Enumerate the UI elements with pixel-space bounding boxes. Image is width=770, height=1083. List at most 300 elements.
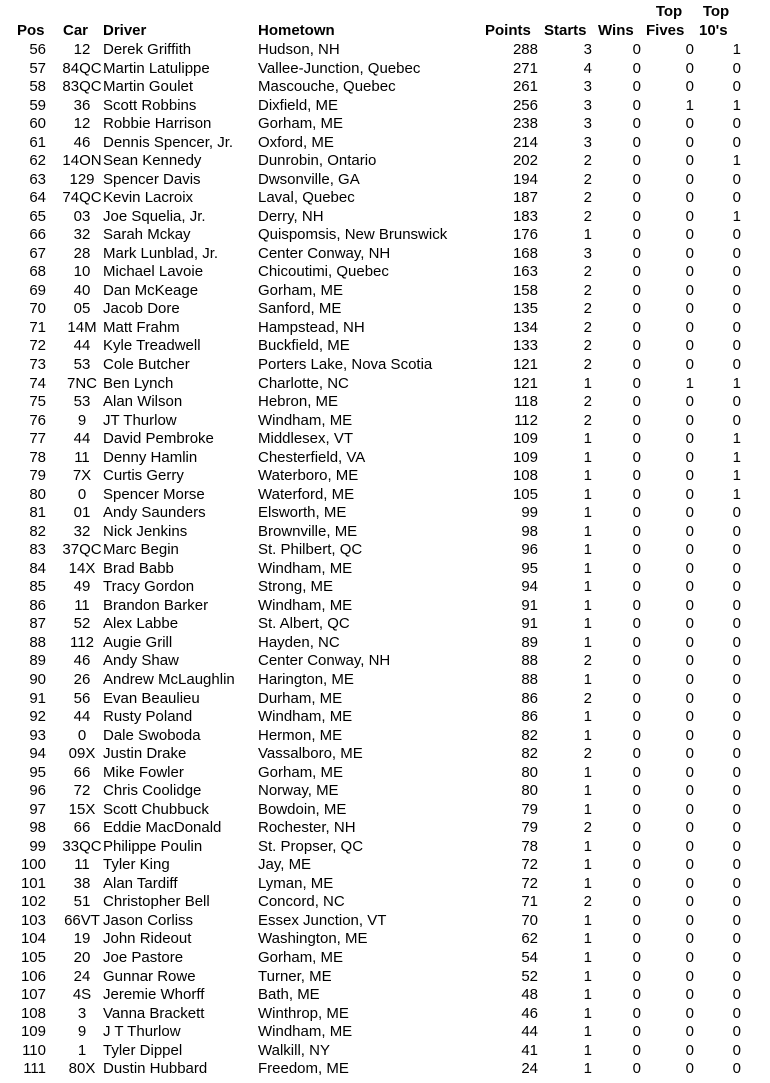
header-starts: Starts bbox=[544, 22, 587, 39]
cell-top-tens: 0 bbox=[732, 708, 741, 726]
cell-driver: Andy Saunders bbox=[103, 504, 206, 522]
cell-top-tens: 0 bbox=[732, 281, 741, 299]
cell-starts: 1 bbox=[583, 911, 592, 929]
cell-top-fives: 0 bbox=[685, 652, 694, 670]
cell-hometown: Washington, ME bbox=[258, 930, 368, 948]
cell-pos: 93 bbox=[29, 726, 46, 744]
cell-points: 238 bbox=[512, 115, 538, 133]
cell-starts: 1 bbox=[583, 782, 592, 800]
cell-driver: Dennis Spencer, Jr. bbox=[103, 133, 234, 151]
cell-driver: Mark Lunblad, Jr. bbox=[103, 244, 219, 262]
cell-top-fives: 0 bbox=[685, 504, 694, 522]
cell-car: 44 bbox=[73, 337, 91, 355]
cell-points: 112 bbox=[514, 411, 538, 429]
cell-car: 24 bbox=[73, 967, 91, 985]
table-row bbox=[0, 152, 770, 171]
cell-starts: 2 bbox=[583, 337, 592, 355]
cell-starts: 2 bbox=[583, 411, 592, 429]
cell-points: 261 bbox=[512, 78, 538, 96]
cell-hometown: Windham, ME bbox=[258, 1023, 353, 1041]
cell-pos: 99 bbox=[29, 837, 46, 855]
table-row bbox=[0, 41, 770, 60]
cell-car: 33QC bbox=[62, 837, 102, 855]
cell-starts: 1 bbox=[583, 1060, 592, 1078]
cell-wins: 0 bbox=[632, 800, 641, 818]
cell-hometown: Turner, ME bbox=[258, 967, 332, 985]
cell-car: 3 bbox=[77, 1004, 87, 1022]
cell-top-tens: 0 bbox=[732, 522, 741, 540]
cell-wins: 0 bbox=[632, 578, 641, 596]
cell-car: 15X bbox=[68, 800, 96, 818]
cell-pos: 68 bbox=[29, 263, 46, 281]
cell-points: 105 bbox=[512, 485, 538, 503]
cell-hometown: St. Propser, QC bbox=[258, 837, 364, 855]
cell-pos: 65 bbox=[29, 207, 46, 225]
cell-starts: 2 bbox=[583, 263, 592, 281]
cell-hometown: Hudson, NH bbox=[258, 41, 340, 58]
cell-top-fives: 0 bbox=[685, 1023, 694, 1041]
cell-car: 14X bbox=[68, 559, 96, 577]
cell-hometown: Center Conway, NH bbox=[258, 652, 391, 670]
cell-wins: 0 bbox=[632, 948, 641, 966]
table-row bbox=[0, 597, 770, 616]
cell-wins: 0 bbox=[632, 745, 641, 763]
cell-driver: Robbie Harrison bbox=[103, 115, 212, 133]
cell-driver: Ben Lynch bbox=[103, 374, 174, 392]
cell-driver: Dustin Hubbard bbox=[103, 1060, 208, 1078]
cell-pos: 88 bbox=[29, 633, 46, 651]
cell-hometown: Gorham, ME bbox=[258, 115, 344, 133]
cell-top-fives: 0 bbox=[685, 318, 694, 336]
table-row bbox=[0, 1042, 770, 1061]
table-row bbox=[0, 115, 770, 134]
cell-pos: 90 bbox=[29, 671, 46, 689]
cell-car: 03 bbox=[73, 207, 91, 225]
cell-pos: 66 bbox=[29, 226, 46, 244]
cell-top-fives: 0 bbox=[685, 467, 694, 485]
cell-pos: 58 bbox=[29, 78, 46, 96]
cell-pos: 101 bbox=[20, 874, 46, 892]
table-row bbox=[0, 671, 770, 690]
cell-top-fives: 0 bbox=[685, 763, 694, 781]
cell-hometown: Gorham, ME bbox=[258, 948, 344, 966]
cell-hometown: Lyman, ME bbox=[258, 874, 334, 892]
cell-car: 40 bbox=[73, 281, 91, 299]
cell-pos: 69 bbox=[29, 281, 46, 299]
cell-top-fives: 0 bbox=[685, 170, 694, 188]
cell-top-tens: 0 bbox=[732, 726, 741, 744]
cell-pos: 57 bbox=[29, 59, 46, 77]
cell-top-fives: 0 bbox=[685, 819, 694, 837]
cell-wins: 0 bbox=[632, 263, 641, 281]
table-row bbox=[0, 819, 770, 838]
cell-top-tens: 0 bbox=[732, 133, 741, 151]
cell-pos: 63 bbox=[29, 170, 46, 188]
cell-top-tens: 0 bbox=[732, 559, 741, 577]
cell-top-fives: 0 bbox=[685, 281, 694, 299]
table-row bbox=[0, 949, 770, 968]
cell-car: 32 bbox=[73, 226, 91, 244]
cell-pos: 76 bbox=[29, 411, 46, 429]
cell-wins: 0 bbox=[632, 78, 641, 96]
cell-driver: Chris Coolidge bbox=[103, 782, 202, 800]
cell-points: 86 bbox=[521, 708, 538, 726]
table-row bbox=[0, 337, 770, 356]
table-row bbox=[0, 764, 770, 783]
cell-points: 187 bbox=[512, 189, 538, 207]
cell-pos: 80 bbox=[29, 485, 46, 503]
table-row bbox=[0, 226, 770, 245]
cell-top-tens: 1 bbox=[732, 207, 741, 225]
cell-points: 52 bbox=[521, 967, 538, 985]
cell-top-tens: 0 bbox=[732, 115, 741, 133]
cell-pos: 102 bbox=[20, 893, 46, 911]
header-points: Points bbox=[485, 22, 531, 39]
cell-wins: 0 bbox=[632, 226, 641, 244]
cell-driver: Alan Wilson bbox=[103, 393, 183, 411]
cell-points: 158 bbox=[512, 281, 538, 299]
header-top-fives-line2: Fives bbox=[646, 22, 685, 39]
cell-car: 1 bbox=[77, 1041, 87, 1059]
cell-top-tens: 0 bbox=[732, 911, 741, 929]
cell-points: 88 bbox=[521, 671, 538, 689]
cell-top-fives: 0 bbox=[685, 1004, 694, 1022]
cell-pos: 75 bbox=[29, 393, 46, 411]
cell-starts: 1 bbox=[583, 726, 592, 744]
cell-hometown: Walkill, NY bbox=[258, 1041, 330, 1059]
cell-top-fives: 0 bbox=[685, 152, 694, 170]
cell-wins: 0 bbox=[632, 689, 641, 707]
cell-pos: 98 bbox=[29, 819, 46, 837]
cell-top-fives: 0 bbox=[685, 967, 694, 985]
cell-pos: 64 bbox=[29, 189, 46, 207]
cell-top-fives: 0 bbox=[685, 226, 694, 244]
cell-points: 78 bbox=[521, 837, 538, 855]
cell-pos: 96 bbox=[29, 782, 46, 800]
cell-car: 9 bbox=[77, 411, 87, 429]
cell-driver: JT Thurlow bbox=[103, 411, 177, 429]
cell-top-fives: 0 bbox=[685, 337, 694, 355]
cell-hometown: Elsworth, ME bbox=[258, 504, 347, 522]
cell-driver: Rusty Poland bbox=[103, 708, 193, 726]
cell-driver: Kevin Lacroix bbox=[103, 189, 194, 207]
cell-pos: 92 bbox=[29, 708, 46, 726]
cell-hometown: St. Philbert, QC bbox=[258, 541, 363, 559]
cell-top-tens: 0 bbox=[732, 874, 741, 892]
table-row bbox=[0, 893, 770, 912]
cell-top-tens: 0 bbox=[732, 819, 741, 837]
cell-points: 91 bbox=[521, 596, 538, 614]
cell-driver: Justin Drake bbox=[103, 745, 187, 763]
cell-hometown: Jay, ME bbox=[258, 856, 312, 874]
cell-top-fives: 0 bbox=[685, 522, 694, 540]
table-row bbox=[0, 356, 770, 375]
cell-hometown: Center Conway, NH bbox=[258, 244, 391, 262]
cell-driver: Spencer Davis bbox=[103, 170, 201, 188]
cell-driver: Alan Tardiff bbox=[103, 874, 178, 892]
cell-pos: 89 bbox=[29, 652, 46, 670]
cell-driver: David Pembroke bbox=[103, 430, 214, 448]
cell-points: 109 bbox=[512, 448, 538, 466]
cell-hometown: Derry, NH bbox=[258, 207, 324, 225]
cell-wins: 0 bbox=[632, 485, 641, 503]
cell-driver: Andrew McLaughlin bbox=[103, 671, 235, 689]
table-row bbox=[0, 134, 770, 153]
cell-top-tens: 1 bbox=[732, 485, 741, 503]
cell-starts: 1 bbox=[583, 633, 592, 651]
cell-car: 53 bbox=[73, 356, 91, 373]
cell-hometown: Waterboro, ME bbox=[258, 467, 359, 485]
cell-top-tens: 0 bbox=[732, 930, 741, 948]
cell-wins: 0 bbox=[632, 1004, 641, 1022]
table-row bbox=[0, 1060, 770, 1079]
cell-points: 176 bbox=[512, 226, 538, 244]
cell-top-tens: 0 bbox=[732, 782, 741, 800]
cell-car: 72 bbox=[73, 782, 91, 800]
cell-wins: 0 bbox=[632, 671, 641, 689]
cell-top-fives: 0 bbox=[685, 41, 694, 58]
cell-car: 80X bbox=[68, 1060, 96, 1078]
cell-pos: 71 bbox=[29, 318, 46, 336]
cell-top-tens: 0 bbox=[732, 263, 741, 281]
table-row bbox=[0, 189, 770, 208]
cell-points: 288 bbox=[512, 41, 538, 58]
cell-starts: 2 bbox=[583, 393, 592, 411]
cell-wins: 0 bbox=[632, 337, 641, 355]
cell-driver: Denny Hamlin bbox=[103, 448, 198, 466]
cell-top-fives: 0 bbox=[685, 986, 694, 1004]
cell-driver: Michael Lavoie bbox=[103, 263, 204, 281]
cell-hometown: Harington, ME bbox=[258, 671, 354, 689]
table-row bbox=[0, 486, 770, 505]
cell-driver: Sarah Mckay bbox=[103, 226, 191, 244]
cell-points: 108 bbox=[512, 467, 538, 485]
cell-starts: 1 bbox=[583, 485, 592, 503]
cell-top-tens: 0 bbox=[732, 356, 741, 373]
table-row bbox=[0, 930, 770, 949]
cell-pos: 73 bbox=[29, 356, 46, 373]
cell-points: 72 bbox=[521, 874, 538, 892]
cell-points: 134 bbox=[512, 318, 538, 336]
cell-starts: 1 bbox=[583, 986, 592, 1004]
cell-top-fives: 0 bbox=[685, 207, 694, 225]
cell-pos: 110 bbox=[22, 1041, 46, 1059]
table-row bbox=[0, 690, 770, 709]
cell-starts: 3 bbox=[583, 115, 592, 133]
cell-top-tens: 1 bbox=[732, 374, 741, 392]
cell-wins: 0 bbox=[632, 411, 641, 429]
cell-starts: 1 bbox=[583, 763, 592, 781]
cell-hometown: Porters Lake, Nova Scotia bbox=[258, 356, 433, 373]
cell-starts: 2 bbox=[583, 689, 592, 707]
cell-hometown: Gorham, ME bbox=[258, 281, 344, 299]
header-driver: Driver bbox=[103, 22, 147, 39]
cell-top-tens: 0 bbox=[732, 337, 741, 355]
table-row bbox=[0, 319, 770, 338]
cell-wins: 0 bbox=[632, 1041, 641, 1059]
cell-starts: 1 bbox=[583, 1004, 592, 1022]
cell-starts: 3 bbox=[583, 133, 592, 151]
cell-pos: 67 bbox=[29, 244, 46, 262]
cell-wins: 0 bbox=[632, 59, 641, 77]
table-row bbox=[0, 60, 770, 79]
cell-wins: 0 bbox=[632, 281, 641, 299]
cell-driver: Evan Beaulieu bbox=[103, 689, 200, 707]
table-header bbox=[0, 2, 770, 42]
cell-starts: 1 bbox=[583, 948, 592, 966]
cell-top-tens: 0 bbox=[732, 671, 741, 689]
cell-starts: 2 bbox=[583, 893, 592, 911]
cell-hometown: Norway, ME bbox=[258, 782, 339, 800]
cell-points: 95 bbox=[521, 559, 538, 577]
cell-top-tens: 0 bbox=[732, 300, 741, 318]
cell-car: 12 bbox=[73, 41, 91, 58]
cell-wins: 0 bbox=[632, 133, 641, 151]
cell-pos: 109 bbox=[20, 1023, 46, 1041]
cell-top-tens: 0 bbox=[732, 1060, 741, 1078]
cell-top-tens: 0 bbox=[732, 411, 741, 429]
cell-car: 11 bbox=[74, 448, 90, 466]
cell-top-fives: 0 bbox=[685, 541, 694, 559]
cell-car: 66 bbox=[73, 763, 91, 781]
cell-top-tens: 1 bbox=[732, 448, 741, 466]
cell-car: 0 bbox=[77, 726, 87, 744]
cell-wins: 0 bbox=[632, 374, 641, 392]
cell-driver: Augie Grill bbox=[103, 633, 173, 651]
cell-points: 54 bbox=[521, 948, 538, 966]
cell-top-fives: 0 bbox=[685, 837, 694, 855]
table-row bbox=[0, 634, 770, 653]
cell-wins: 0 bbox=[632, 504, 641, 522]
cell-hometown: Oxford, ME bbox=[258, 133, 334, 151]
cell-starts: 1 bbox=[583, 522, 592, 540]
table-row bbox=[0, 615, 770, 634]
table-row bbox=[0, 393, 770, 412]
cell-starts: 3 bbox=[583, 96, 592, 114]
cell-wins: 0 bbox=[632, 559, 641, 577]
cell-pos: 86 bbox=[29, 596, 46, 614]
cell-top-fives: 0 bbox=[685, 615, 694, 633]
cell-driver: Vanna Brackett bbox=[103, 1004, 205, 1022]
cell-hometown: Laval, Quebec bbox=[258, 189, 355, 207]
cell-hometown: Durham, ME bbox=[258, 689, 343, 707]
cell-hometown: Dunrobin, Ontario bbox=[258, 152, 377, 170]
cell-driver: Gunnar Rowe bbox=[103, 967, 196, 985]
cell-hometown: Windham, ME bbox=[258, 559, 353, 577]
cell-driver: Martin Goulet bbox=[103, 78, 194, 96]
cell-starts: 1 bbox=[583, 837, 592, 855]
cell-hometown: Gorham, ME bbox=[258, 763, 344, 781]
cell-driver: Derek Griffith bbox=[103, 41, 192, 58]
cell-points: 86 bbox=[521, 689, 538, 707]
cell-car: 66 bbox=[73, 819, 91, 837]
cell-starts: 1 bbox=[583, 671, 592, 689]
cell-starts: 1 bbox=[583, 430, 592, 448]
cell-driver: Curtis Gerry bbox=[103, 467, 184, 485]
cell-top-tens: 0 bbox=[732, 1023, 741, 1041]
cell-top-tens: 1 bbox=[732, 430, 741, 448]
cell-top-fives: 0 bbox=[685, 745, 694, 763]
cell-car: 51 bbox=[73, 893, 91, 911]
cell-top-tens: 0 bbox=[732, 837, 741, 855]
cell-top-fives: 0 bbox=[685, 578, 694, 596]
cell-top-tens: 1 bbox=[732, 41, 741, 58]
cell-top-tens: 0 bbox=[732, 59, 741, 77]
cell-pos: 91 bbox=[29, 689, 46, 707]
cell-starts: 1 bbox=[583, 559, 592, 577]
cell-wins: 0 bbox=[632, 633, 641, 651]
cell-pos: 106 bbox=[20, 967, 46, 985]
cell-wins: 0 bbox=[632, 615, 641, 633]
cell-top-fives: 0 bbox=[685, 800, 694, 818]
cell-points: 168 bbox=[512, 244, 538, 262]
cell-car: 20 bbox=[73, 948, 91, 966]
header-top-tens-line2: 10's bbox=[699, 22, 728, 39]
cell-car: 46 bbox=[73, 652, 91, 670]
cell-points: 135 bbox=[512, 300, 538, 318]
cell-top-tens: 1 bbox=[732, 152, 741, 170]
cell-driver: Jeremie Whorff bbox=[103, 986, 205, 1004]
cell-top-fives: 1 bbox=[685, 374, 694, 392]
table-row bbox=[0, 838, 770, 857]
cell-starts: 2 bbox=[583, 170, 592, 188]
cell-car: 112 bbox=[70, 633, 94, 651]
cell-starts: 2 bbox=[583, 652, 592, 670]
cell-car: 09X bbox=[68, 745, 96, 763]
cell-wins: 0 bbox=[632, 96, 641, 114]
cell-top-fives: 0 bbox=[685, 559, 694, 577]
cell-hometown: Hayden, NC bbox=[258, 633, 340, 651]
cell-car: 11 bbox=[74, 596, 90, 614]
table-row bbox=[0, 560, 770, 579]
cell-hometown: St. Albert, QC bbox=[258, 615, 350, 633]
cell-hometown: Vallee-Junction, Quebec bbox=[258, 59, 421, 77]
cell-top-fives: 0 bbox=[685, 393, 694, 411]
cell-points: 82 bbox=[521, 726, 538, 744]
cell-points: 256 bbox=[512, 96, 538, 114]
cell-top-tens: 0 bbox=[732, 226, 741, 244]
cell-starts: 1 bbox=[583, 226, 592, 244]
cell-car: 4S bbox=[72, 986, 92, 1004]
cell-wins: 0 bbox=[632, 207, 641, 225]
cell-hometown: Dwsonville, GA bbox=[258, 170, 360, 188]
table-row bbox=[0, 782, 770, 801]
cell-starts: 1 bbox=[583, 874, 592, 892]
cell-starts: 1 bbox=[583, 448, 592, 466]
cell-pos: 77 bbox=[29, 430, 46, 448]
cell-hometown: Dixfield, ME bbox=[258, 96, 339, 114]
cell-wins: 0 bbox=[632, 522, 641, 540]
cell-hometown: Windham, ME bbox=[258, 411, 353, 429]
cell-pos: 97 bbox=[29, 800, 46, 818]
cell-wins: 0 bbox=[632, 986, 641, 1004]
cell-wins: 0 bbox=[632, 318, 641, 336]
cell-starts: 1 bbox=[583, 467, 592, 485]
cell-driver: Kyle Treadwell bbox=[103, 337, 201, 355]
cell-top-fives: 0 bbox=[685, 356, 694, 373]
cell-top-fives: 0 bbox=[685, 244, 694, 262]
cell-hometown: Buckfield, ME bbox=[258, 337, 350, 355]
cell-car: 129 bbox=[69, 170, 95, 188]
cell-wins: 0 bbox=[632, 244, 641, 262]
cell-car: 05 bbox=[73, 300, 91, 318]
cell-driver: Matt Frahm bbox=[103, 318, 180, 336]
cell-starts: 1 bbox=[583, 930, 592, 948]
cell-points: 41 bbox=[521, 1041, 538, 1059]
cell-pos: 59 bbox=[29, 96, 46, 114]
cell-top-fives: 0 bbox=[685, 726, 694, 744]
cell-hometown: Brownville, ME bbox=[258, 522, 358, 540]
